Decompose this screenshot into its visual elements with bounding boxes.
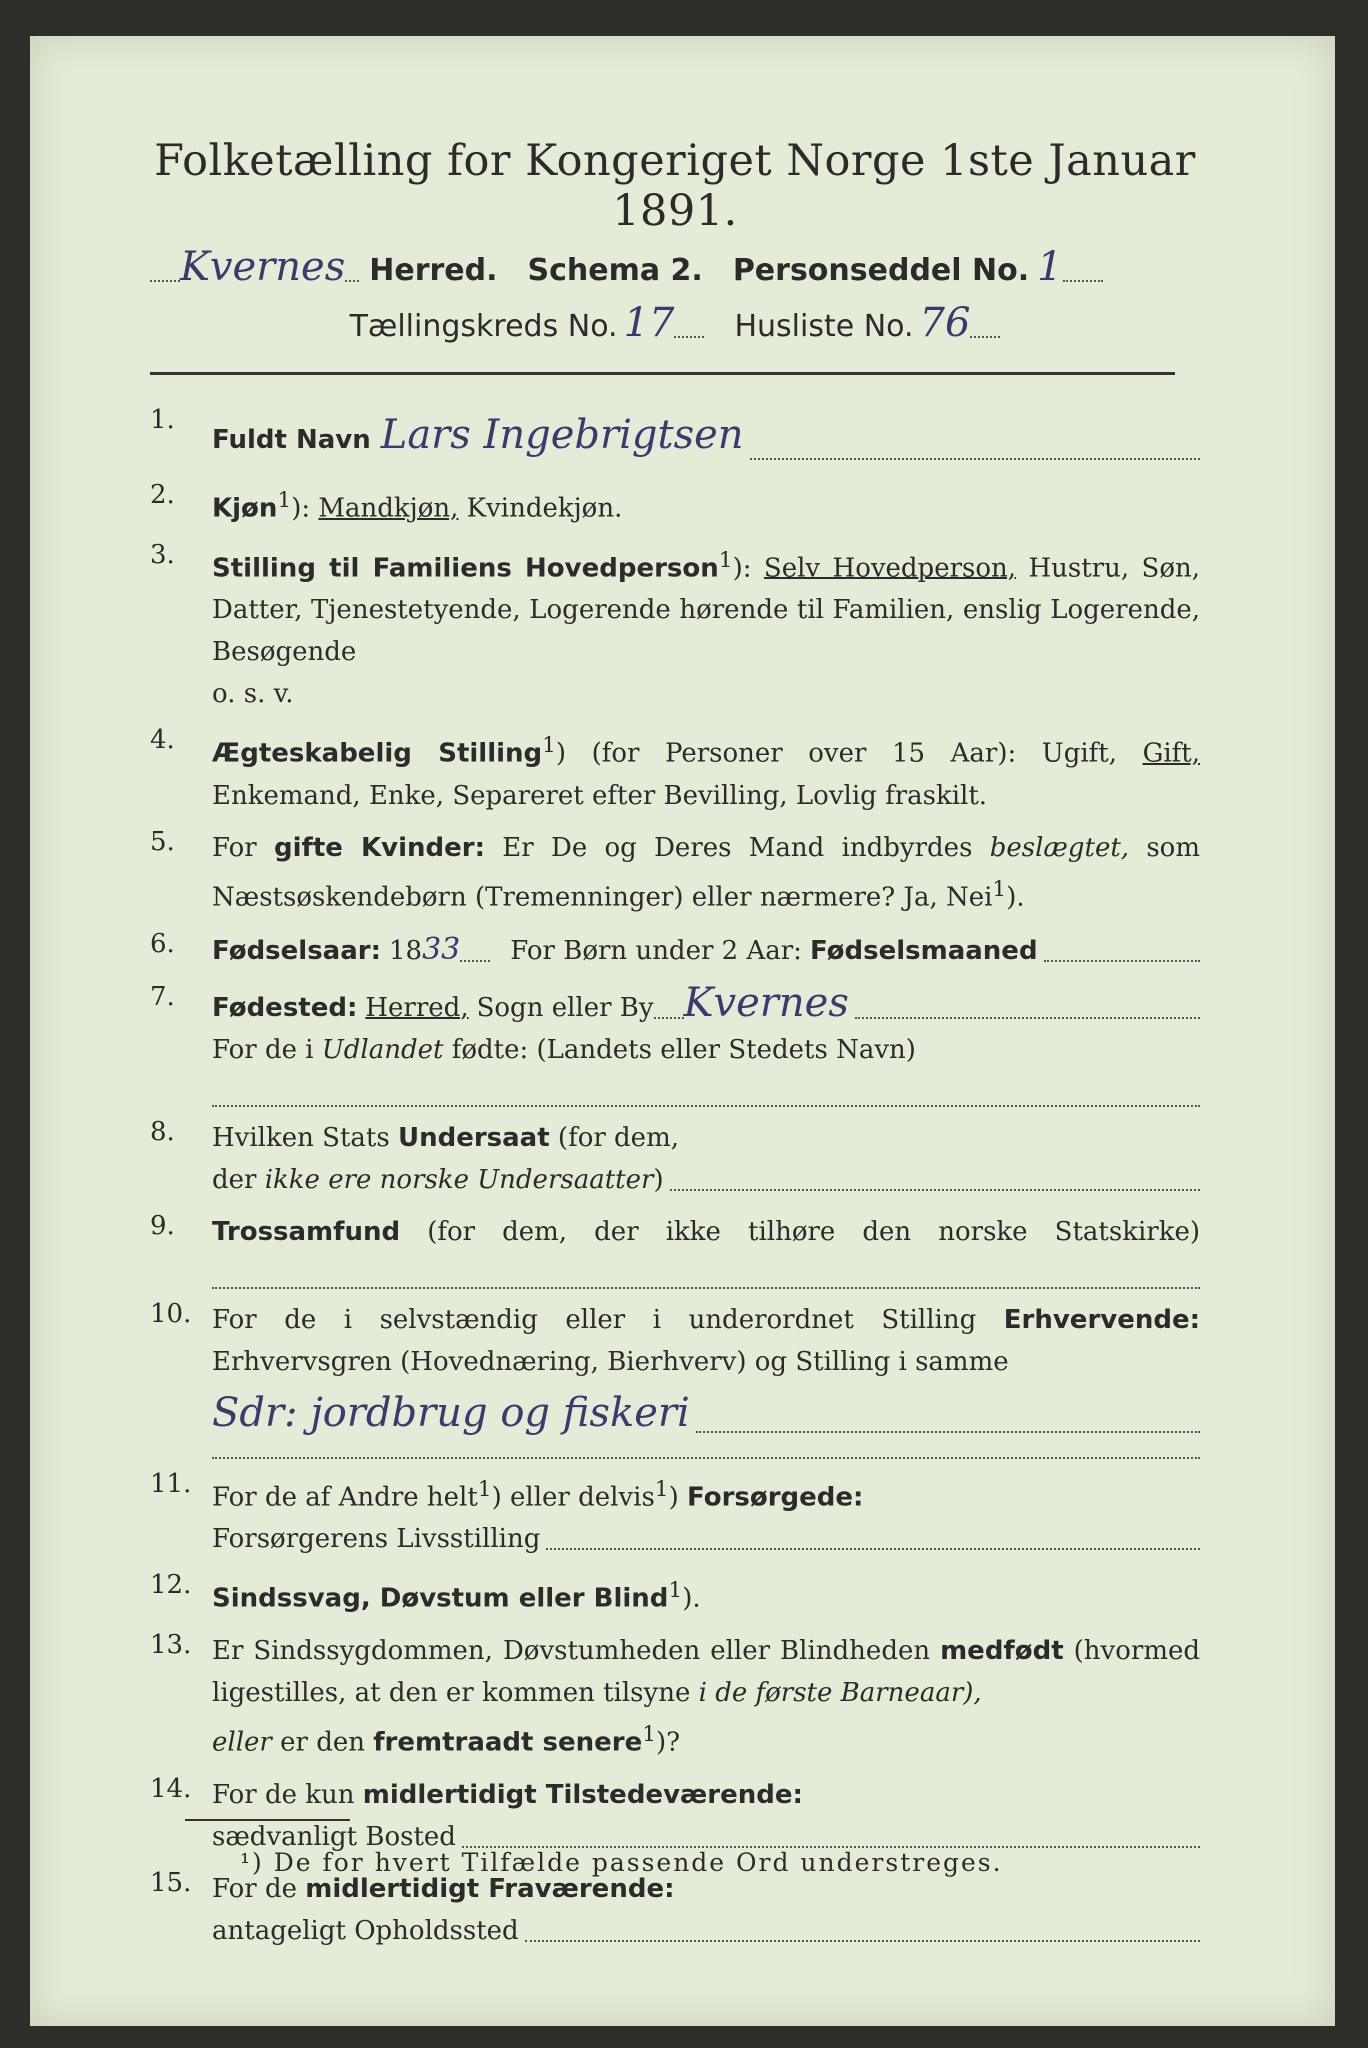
form-title: Folketælling for Kongeriget Norge 1ste Januar 1891. [154,136,1196,236]
question-12: 12. Sindssvag, Døvstum eller Blind$^1$). [150,1570,701,1614]
question-10: 10. For de i selvstændig eller i underordnet Stilling Erhvervende: Erhvervsgren (Hovednæring, Bierhverv) og Stilling i samme Sdr: jordbrug og fiskeri [150,1299,1200,1459]
question-15: 15. For de midlertidigt Fraværende: antageligt Opholdssted [150,1868,1200,1952]
personseddel-label: Personseddel No. [732,253,1030,288]
question-4: 4. Ægteskabelig Stilling$^1$) (for Personer over 15 Aar): Ugift, Gift, Enkemand, Enke, Separeret efter Bevilling, Lovlig fraskilt. [150,725,1200,811]
husliste-handwritten: 76 [919,300,971,346]
question-7: 7. Fødested: Herred, Sogn eller By Kvernes For de i Udlandet fødte: (Landets eller Stedets Navn) [150,982,1200,1107]
question-8: 8. Hvilken Stats Undersaat (for dem, der ikke ere norske Undersaatter ) [150,1117,1200,1201]
header-line-herred [150,244,1200,290]
header-line-kreds [150,300,1200,346]
question-3: 3. Stilling til Familiens Hovedperson$^1$): Selv Hovedperson, Hustru, Søn, Datter, Tjenestetyende, Logerende hørende til Familien, enslig Logerende, Besøgende o. s. v. [150,539,1201,710]
question-2: 2. Kjøn$^1$): Mandkjøn, Kvindekjøn. [150,480,623,524]
family-position-selected: Selv Hovedperson, [763,553,1017,584]
herred-label: Herred. [369,253,498,288]
question-6: 6. Fødselsaar: 18 33 For Børn under 2 Aar: Fødselsmaaned [150,929,1200,972]
birthplace-handwritten: Kvernes [683,979,849,1026]
footnote: ¹) De for hvert Tilfælde passende Ord understreges. [240,1848,1003,1877]
herred-handwritten: Kvernes [180,244,346,290]
taellingskreds-label: Tællingskreds No. [349,309,618,344]
gender-selected: Mandkjøn, [318,493,459,524]
question-14: 14. For de kun midlertidigt Tilstedeværende: sædvanligt Bosted [150,1774,1200,1858]
question-1: 1. Fuldt Navn Lars Ingebrigtsen [150,405,1200,470]
birth-year-handwritten: 33 [422,931,461,967]
footnote-rule [185,1819,350,1821]
taellingskreds-handwritten: 17 [623,300,675,346]
full-name-handwritten: Lars Ingebrigtsen [380,412,744,458]
husliste-label: Husliste No. [734,309,914,344]
question-list [150,405,1200,1952]
schema-label: Schema 2. [527,253,703,288]
question-13: 13. Er Sindssygdommen, Døvstumheden eller Blindheden medfødt (hvormed ligestilles, at den er kommen tilsyne i de første Barneaar), eller er den fremtraadt senere$^1$)? [150,1629,1200,1758]
form-content [150,136,1200,1962]
birthplace-type-selected: Herred, [365,992,469,1023]
personseddel-handwritten: 1 [1037,244,1063,290]
header-rule [150,372,1175,375]
question-11: 11. For de af Andre helt$^1$) eller delvis$^1$) Forsørgede: Forsørgerens Livsstilling [150,1469,1200,1561]
marital-status-selected: Gift, [1142,738,1200,769]
question-5: 5. For gifte Kvinder: Er De og Deres Mand indbyrdes beslægtet, som Næstsøskendebørn (Tremenninger) eller nærmere? Ja, Nei$^1$). [150,826,1200,913]
question-9: 9. Trossamfund (for dem, der ikke tilhøre den norske Statskirke) [150,1211,1200,1289]
occupation-handwritten: Sdr: jordbrug og fiskeri [212,1389,690,1436]
census-form-sheet [30,36,1335,2026]
